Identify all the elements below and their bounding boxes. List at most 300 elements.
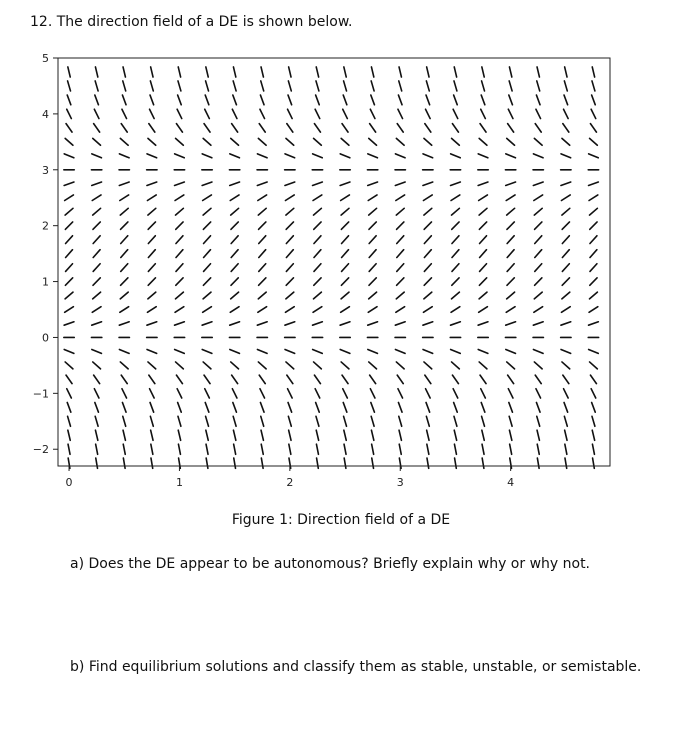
- slope-segment: [537, 81, 540, 91]
- slope-segment: [286, 236, 293, 244]
- slope-segment: [371, 402, 375, 412]
- slope-segment: [452, 236, 459, 244]
- slope-segment: [507, 208, 515, 215]
- slope-segment: [482, 458, 484, 468]
- slope-segment: [592, 81, 595, 91]
- slope-segment: [536, 402, 540, 412]
- slope-segment: [119, 182, 129, 185]
- slope-segment: [287, 375, 293, 384]
- slope-segment: [478, 349, 488, 353]
- slope-segment: [564, 389, 569, 398]
- slope-segment: [93, 292, 101, 299]
- slope-segment: [341, 222, 348, 229]
- slope-segment: [562, 250, 569, 258]
- slope-segment: [65, 208, 73, 215]
- slope-segment: [150, 81, 153, 91]
- slope-segment: [259, 278, 266, 285]
- slope-segment: [257, 322, 267, 325]
- slope-segment: [289, 444, 291, 454]
- slope-segment: [424, 138, 432, 145]
- slope-segment: [590, 264, 597, 272]
- slope-segment: [92, 182, 102, 185]
- slope-segment: [344, 458, 346, 468]
- slope-segment: [562, 138, 570, 145]
- slope-segment: [342, 250, 349, 258]
- slope-segment: [534, 195, 543, 201]
- slope-segment: [231, 138, 239, 145]
- slope-segment: [533, 154, 543, 158]
- y-tick-label: 4: [42, 107, 49, 121]
- slope-segment: [564, 109, 569, 118]
- slope-segment: [507, 292, 515, 299]
- slope-segment: [65, 138, 73, 145]
- slope-segment: [286, 250, 293, 258]
- slope-segment: [205, 402, 209, 412]
- slope-segment: [506, 182, 516, 185]
- slope-segment: [480, 236, 487, 244]
- slope-segment: [478, 154, 488, 158]
- slope-segment: [66, 264, 73, 272]
- slope-segment: [342, 375, 348, 384]
- slope-segment: [259, 236, 266, 244]
- slope-segment: [258, 195, 267, 201]
- slope-segment: [451, 322, 461, 325]
- slope-segment: [202, 322, 212, 325]
- slope-segment: [592, 95, 596, 105]
- slope-segment: [589, 195, 598, 201]
- slope-segment: [121, 236, 128, 244]
- slope-segment: [398, 109, 403, 118]
- slope-segment: [315, 109, 320, 118]
- slope-segment: [231, 222, 238, 229]
- slope-segment: [259, 375, 265, 384]
- slope-segment: [259, 250, 266, 258]
- slope-segment: [285, 322, 295, 325]
- slope-segment: [93, 222, 100, 229]
- slope-segment: [592, 416, 595, 426]
- slope-segment: [479, 278, 486, 285]
- slope-segment: [591, 389, 596, 398]
- slope-segment: [64, 322, 74, 325]
- slope-segment: [370, 389, 375, 398]
- slope-segment: [230, 322, 240, 325]
- slope-segment: [92, 322, 102, 325]
- slope-segment: [562, 264, 569, 272]
- slope-segment: [175, 195, 184, 201]
- slope-segment: [67, 95, 71, 105]
- x-tick-label: 3: [396, 476, 404, 489]
- slope-segment: [507, 362, 515, 369]
- slope-segment: [535, 278, 542, 285]
- slope-segment: [119, 154, 129, 158]
- slope-segment: [589, 349, 599, 353]
- slope-segment: [508, 124, 514, 133]
- slope-segment: [395, 322, 405, 325]
- slope-segment: [65, 278, 72, 285]
- slope-segment: [397, 278, 404, 285]
- slope-segment: [395, 349, 405, 353]
- slope-segment: [314, 250, 321, 258]
- slope-segment: [507, 138, 515, 145]
- slope-segment: [564, 402, 568, 412]
- slope-segments: [64, 67, 599, 468]
- slope-segment: [147, 307, 156, 313]
- slope-segment: [231, 250, 238, 258]
- slope-segment: [203, 222, 210, 229]
- slope-segment: [370, 375, 376, 384]
- slope-segment: [535, 124, 541, 133]
- slope-segment: [206, 67, 208, 77]
- slope-segment: [561, 195, 570, 201]
- slope-segment: [369, 138, 377, 145]
- slope-segment: [452, 362, 460, 369]
- slope-segment: [344, 81, 347, 91]
- slope-segment: [370, 124, 376, 133]
- slope-segment: [455, 458, 457, 468]
- slope-segment: [65, 195, 74, 201]
- part-a-text: Does the DE appear to be autonomous? Briefly explain why or why not.: [88, 556, 591, 572]
- slope-segment: [424, 208, 432, 215]
- slope-segment: [95, 81, 98, 91]
- slope-segment: [396, 307, 405, 313]
- slope-segment: [533, 349, 543, 353]
- slope-segment: [589, 208, 597, 215]
- slope-segment: [67, 109, 72, 118]
- slope-segment: [565, 430, 567, 440]
- slope-segment: [478, 322, 488, 325]
- slope-segment: [123, 458, 125, 468]
- slope-segment: [451, 154, 461, 158]
- slope-segment: [481, 109, 486, 118]
- slope-segment: [233, 67, 235, 77]
- slope-segment: [482, 416, 485, 426]
- slope-segment: [424, 264, 431, 272]
- slope-segment: [565, 67, 567, 77]
- slope-segment: [452, 138, 460, 145]
- x-tick-label: 2: [286, 476, 294, 489]
- slope-segment: [314, 138, 322, 145]
- slope-segment: [316, 81, 319, 91]
- slope-segment: [176, 375, 182, 384]
- slope-segment: [123, 416, 126, 426]
- slope-segment: [399, 81, 402, 91]
- slope-segment: [205, 389, 210, 398]
- slope-segment: [148, 250, 155, 258]
- slope-segment: [316, 67, 318, 77]
- slope-segment: [426, 416, 429, 426]
- slope-segment: [564, 81, 567, 91]
- slope-segment: [371, 81, 374, 91]
- slope-segment: [286, 208, 294, 215]
- slope-segment: [122, 402, 126, 412]
- slope-segment: [121, 250, 128, 258]
- slope-segment: [122, 109, 127, 118]
- slope-segment: [288, 95, 292, 105]
- slope-segment: [454, 430, 456, 440]
- slope-segment: [507, 250, 514, 258]
- slope-segment: [314, 278, 321, 285]
- slope-segment: [68, 416, 71, 426]
- slope-segment: [231, 208, 239, 215]
- slope-segment: [482, 67, 484, 77]
- slope-segment: [507, 236, 514, 244]
- slope-segment: [178, 430, 180, 440]
- slope-segment: [341, 307, 350, 313]
- slope-segment: [534, 307, 543, 313]
- slope-segment: [507, 278, 514, 285]
- slope-segment: [369, 208, 377, 215]
- slope-segment: [397, 375, 403, 384]
- slope-segment: [561, 322, 571, 325]
- slope-segment: [96, 458, 98, 468]
- slope-segment: [591, 109, 596, 118]
- slope-segment: [590, 236, 597, 244]
- slope-segment: [316, 430, 318, 440]
- slope-segment: [372, 444, 374, 454]
- slope-segment: [481, 389, 486, 398]
- slope-segment: [204, 124, 210, 133]
- slope-segment: [340, 182, 350, 185]
- slope-segment: [423, 322, 433, 325]
- slope-segment: [259, 124, 265, 133]
- y-tick-label: 3: [42, 163, 49, 177]
- slope-segment: [452, 278, 459, 285]
- slope-segment: [96, 444, 98, 454]
- part-a: [70, 556, 590, 572]
- slope-segment: [231, 264, 238, 272]
- slope-segment: [285, 349, 295, 353]
- slope-segment: [316, 416, 319, 426]
- slope-segment: [202, 154, 212, 158]
- slope-segment: [313, 208, 321, 215]
- slope-segment: [175, 322, 185, 325]
- slope-segment: [151, 67, 153, 77]
- y-tick-label: −1: [32, 387, 49, 401]
- slope-segment: [423, 307, 432, 313]
- part-b-text: Find equilibrium solutions and classify them as stable, unstable, or semistable.: [88, 659, 642, 675]
- slope-segment: [451, 195, 460, 201]
- slope-segment: [370, 109, 375, 118]
- slope-segment: [368, 195, 377, 201]
- slope-segment: [395, 154, 405, 158]
- slope-segment: [480, 250, 487, 258]
- slope-segment: [231, 292, 239, 299]
- slope-segment: [565, 444, 567, 454]
- slope-segment: [368, 154, 378, 158]
- slope-segment: [230, 307, 239, 313]
- slope-segment: [148, 362, 156, 369]
- slope-segment: [314, 264, 321, 272]
- slope-segment: [399, 416, 402, 426]
- slope-segment: [66, 375, 72, 384]
- slope-segment: [150, 416, 153, 426]
- slope-segment: [590, 278, 597, 285]
- slope-segment: [175, 208, 183, 215]
- slope-segment: [232, 124, 238, 133]
- slope-segment: [315, 389, 320, 398]
- slope-segment: [261, 430, 263, 440]
- slope-segment: [233, 416, 236, 426]
- slope-segment: [148, 292, 156, 299]
- slope-segment: [533, 322, 543, 325]
- slope-segment: [368, 322, 378, 325]
- slope-segment: [123, 444, 125, 454]
- slope-segment: [316, 402, 320, 412]
- slope-segment: [534, 292, 542, 299]
- slope-segment: [257, 182, 267, 185]
- slope-segment: [149, 124, 155, 133]
- slope-segment: [342, 236, 349, 244]
- slope-segment: [369, 278, 376, 285]
- slope-segment: [92, 349, 102, 353]
- slope-segment: [564, 416, 567, 426]
- slope-segment: [66, 236, 73, 244]
- slope-segment: [286, 292, 294, 299]
- slope-segment: [479, 222, 486, 229]
- slope-segment: [94, 375, 100, 384]
- slope-segment: [176, 236, 183, 244]
- slope-segment: [536, 389, 541, 398]
- slope-segment: [589, 154, 599, 158]
- slope-segment: [506, 307, 515, 313]
- slope-segment: [233, 95, 237, 105]
- slope-segment: [313, 195, 322, 201]
- slope-segment: [343, 95, 347, 105]
- slope-segment: [537, 444, 539, 454]
- slope-segment: [590, 124, 596, 133]
- slope-segment: [535, 250, 542, 258]
- slope-segment: [120, 208, 128, 215]
- slope-segment: [536, 95, 540, 105]
- slope-segment: [426, 109, 431, 118]
- slope-segment: [93, 138, 101, 145]
- slope-segment: [453, 109, 458, 118]
- slope-segment: [481, 95, 485, 105]
- slope-segment: [562, 208, 570, 215]
- slope-segment: [480, 375, 486, 384]
- slope-segment: [451, 208, 459, 215]
- slope-segment: [120, 138, 128, 145]
- slope-segment: [508, 375, 514, 384]
- slope-segment: [427, 458, 429, 468]
- slope-segment: [451, 292, 459, 299]
- slope-segment: [340, 349, 350, 353]
- slope-segment: [206, 416, 209, 426]
- slope-segment: [344, 430, 346, 440]
- slope-segment: [480, 124, 486, 133]
- slope-segment: [231, 236, 238, 244]
- slope-segment: [427, 67, 429, 77]
- slope-segment: [535, 375, 541, 384]
- slope-segment: [176, 222, 183, 229]
- slope-segment: [313, 182, 323, 185]
- slope-segment: [204, 250, 211, 258]
- slope-segment: [204, 375, 210, 384]
- slope-segment: [93, 250, 100, 258]
- slope-segment: [206, 458, 208, 468]
- y-tick-label: 2: [42, 219, 49, 233]
- slope-segment: [537, 67, 539, 77]
- slope-segment: [590, 222, 597, 229]
- slope-segment: [258, 292, 266, 299]
- slope-segment: [369, 362, 377, 369]
- slope-segment: [535, 264, 542, 272]
- slope-segment: [177, 389, 182, 398]
- slope-segment: [92, 307, 101, 313]
- slope-segment: [341, 195, 350, 201]
- slope-segment: [314, 375, 320, 384]
- slope-segment: [592, 67, 594, 77]
- slope-segment: [313, 349, 323, 353]
- slope-segment: [562, 362, 570, 369]
- slope-segment: [261, 444, 263, 454]
- slope-segment: [119, 349, 129, 353]
- slope-segment: [423, 349, 433, 353]
- slope-segment: [287, 124, 293, 133]
- slope-segment: [452, 250, 459, 258]
- slope-segment: [590, 375, 596, 384]
- slope-segment: [454, 416, 457, 426]
- slope-segment: [286, 264, 293, 272]
- slope-segment: [231, 362, 239, 369]
- slope-segment: [66, 250, 73, 258]
- slope-segment: [397, 250, 404, 258]
- slope-segment: [204, 264, 211, 272]
- slope-segment: [148, 138, 156, 145]
- slope-segment: [203, 292, 211, 299]
- slope-segment: [534, 362, 542, 369]
- slope-segment: [93, 362, 101, 369]
- slope-segment: [343, 402, 347, 412]
- slope-segment: [178, 67, 180, 77]
- slope-segment: [396, 138, 404, 145]
- slope-segment: [176, 138, 184, 145]
- slope-segment: [397, 264, 404, 272]
- slope-segment: [202, 349, 212, 353]
- question-text: The direction field of a DE is shown below.: [56, 14, 353, 30]
- x-tick-label: 4: [507, 476, 515, 489]
- slope-segment: [396, 292, 404, 299]
- slope-segment: [261, 67, 263, 77]
- slope-segment: [313, 322, 323, 325]
- slope-segment: [95, 430, 97, 440]
- slope-segment: [371, 416, 374, 426]
- slope-segment: [258, 362, 266, 369]
- slope-segment: [509, 95, 513, 105]
- slope-segment: [121, 124, 127, 133]
- slope-segment: [395, 182, 405, 185]
- slope-segment: [286, 138, 294, 145]
- slope-segment: [561, 154, 571, 158]
- slope-segment: [93, 208, 101, 215]
- slope-segment: [231, 278, 238, 285]
- slope-segment: [175, 154, 185, 158]
- slope-segment: [479, 292, 487, 299]
- slope-segment: [261, 416, 264, 426]
- slope-segment: [372, 458, 374, 468]
- slope-segment: [343, 109, 348, 118]
- slope-segment: [507, 264, 514, 272]
- slope-segment: [535, 236, 542, 244]
- slope-segment: [260, 389, 265, 398]
- slope-segment: [426, 95, 430, 105]
- slope-segment: [206, 430, 208, 440]
- slope-segment: [479, 138, 487, 145]
- slope-segment: [95, 95, 99, 105]
- y-tick-label: 5: [42, 52, 49, 65]
- slope-segment: [344, 67, 346, 77]
- slope-segment: [203, 138, 211, 145]
